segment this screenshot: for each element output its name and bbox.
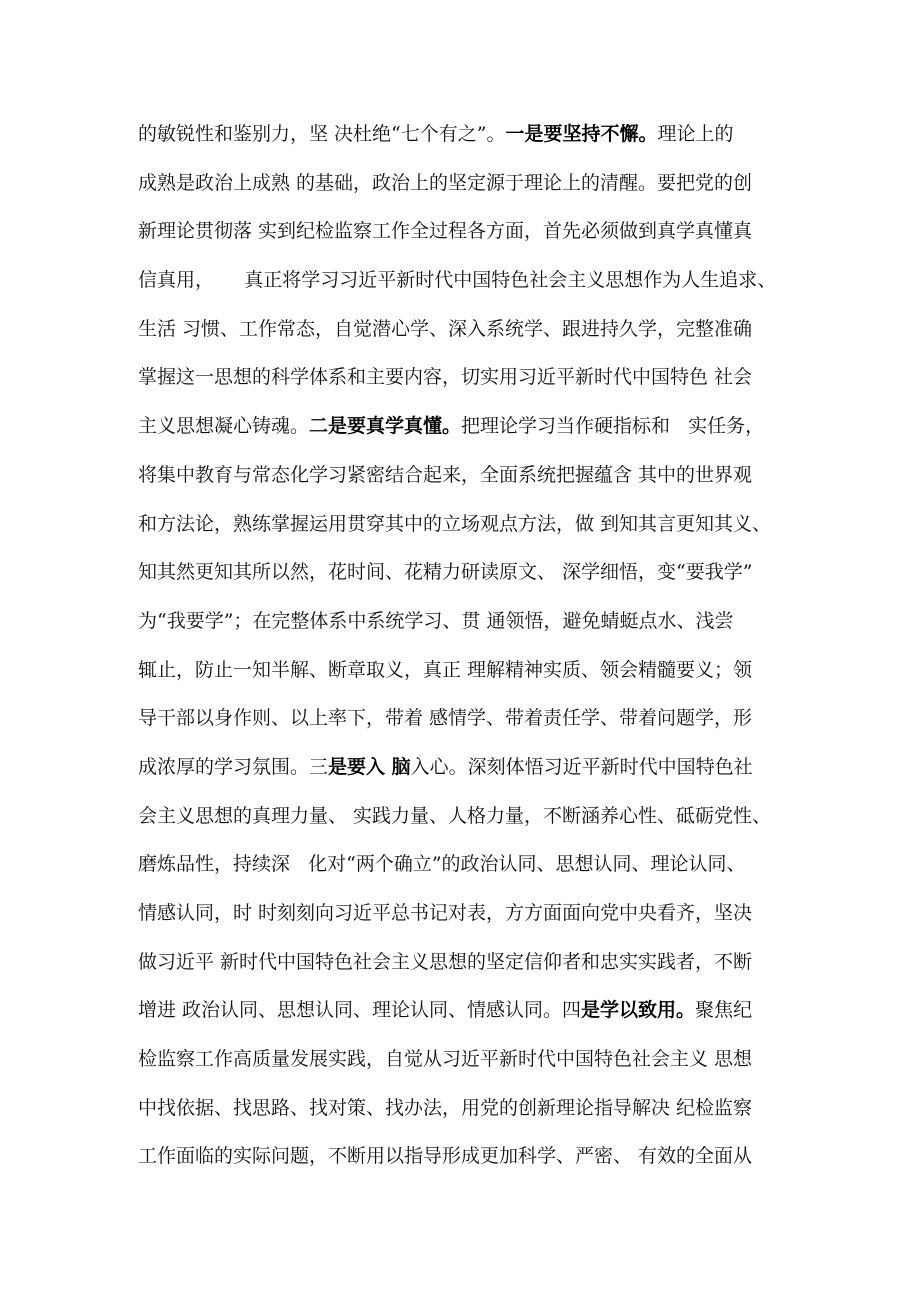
text-run: 情感认同，时 时刻刻向习近平总书记对表，方方面面向党中央看齐，坚决 [138, 902, 753, 924]
text-line [138, 353, 798, 402]
text-line [138, 402, 798, 451]
text-line [138, 500, 798, 549]
text-line [138, 1084, 798, 1133]
text-line [138, 646, 798, 695]
text-run: 增进 政治认同、思想认同、理论认同、情感认同。四 [138, 999, 582, 1022]
text-line [138, 451, 798, 500]
text-line [138, 986, 798, 1035]
text-run: 工作面临的实际问题，不断用以指导形成更加科学、严密、 有效的全面从 [138, 1145, 753, 1168]
text-line [138, 743, 798, 792]
text-run: 做习近平 新时代中国特色社会主义思想的坚定信仰者和忠实实践者，不断 [138, 950, 753, 973]
text-run: 掌握这一思想的科学体系和主要内容，切实用习近平新时代中国特色 社会 [138, 366, 753, 389]
text-line [138, 597, 798, 646]
text-line [138, 792, 798, 841]
text-run: 磨炼品性，持续深 化对“两个确立”的政治认同、思想认同、理论认同、 [138, 853, 746, 876]
text-run: 成熟是政治上成熟 的基础，政治上的坚定源于理论上的清醒。要把党的创 [138, 171, 753, 194]
text-run: 聚焦纪 [695, 999, 753, 1022]
text-run: 将集中教育与常态化学习紧密结合起来，全面系统把握蕴含 其中的世界观 [138, 463, 753, 486]
text-line [138, 110, 798, 159]
bold-text-run: 是学以致用。 [581, 999, 696, 1022]
text-run: 入心。深刻体悟习近平新时代中国特色社 [410, 755, 753, 778]
text-run: 检监察工作高质量发展实践，自觉从习近平新时代中国特色社会主义 思想 [138, 1048, 753, 1071]
text-line [138, 207, 798, 256]
text-run: 理论上的 [657, 123, 734, 145]
text-line [138, 256, 798, 305]
text-run: 辄止，防止一知半解、断章取义，真正 理解精神实质、领会精髓要义；领 [138, 658, 753, 681]
text-line [138, 694, 798, 743]
text-run: 和方法论，熟练掌握运用贯穿其中的立场观点方法，做 到知其言更知其义、 [138, 512, 772, 535]
text-run: 新理论贯彻落 实到纪检监察工作全过程各方面，首先必须做到真学真懂真 [138, 220, 753, 243]
text-run: 生活 习惯、工作常态，自觉潜心学、深入系统学、跟进持久学，完整准确 [138, 317, 753, 340]
text-run: 导干部以身作则、以上率下，带着 感情学、带着责任学、带着问题学，形 [138, 707, 753, 730]
text-line [138, 305, 798, 354]
text-line [138, 840, 798, 889]
text-line [138, 889, 798, 938]
text-run: 信真用， 真正将学习习近平新时代中国特色社会主义思想作为人生追求、 [138, 269, 777, 292]
text-run: 会主义思想的真理力量、 实践力量、人格力量，不断涵养心性、砥砺党性、 [138, 804, 772, 827]
body-text [138, 110, 798, 1181]
text-run: 中找依据、找思路、找对策、找办法，用党的创新理论指导解决 纪检监察 [138, 1096, 753, 1119]
text-line [138, 1132, 798, 1181]
text-run: 为“我要学”；在完整体系中系统学习、贯 通领悟，避免蜻蜓点水、浅尝 [138, 609, 734, 632]
text-line [138, 1035, 798, 1084]
text-run: 成浓厚的学习氛围。三 [138, 755, 329, 778]
bold-text-run: 二是要真学真懂。 [309, 415, 462, 438]
bold-text-run: 是要入 脑 [328, 755, 411, 778]
text-run: 知其然更知其所以然，花时间、花精力研读原文、 深学细悟，变“要我学” [138, 561, 753, 584]
text-line [138, 159, 798, 208]
text-run: 主义思想凝心铸魂。 [138, 415, 310, 438]
bold-text-run: 一是要坚持不懈。 [505, 123, 658, 145]
text-run: 把理论学习当作硬指标和 实任务， [461, 415, 765, 438]
text-run: 的敏锐性和鉴别力，坚 决杜绝“七个有之”。 [138, 123, 506, 145]
text-line [138, 938, 798, 987]
text-line [138, 548, 798, 597]
